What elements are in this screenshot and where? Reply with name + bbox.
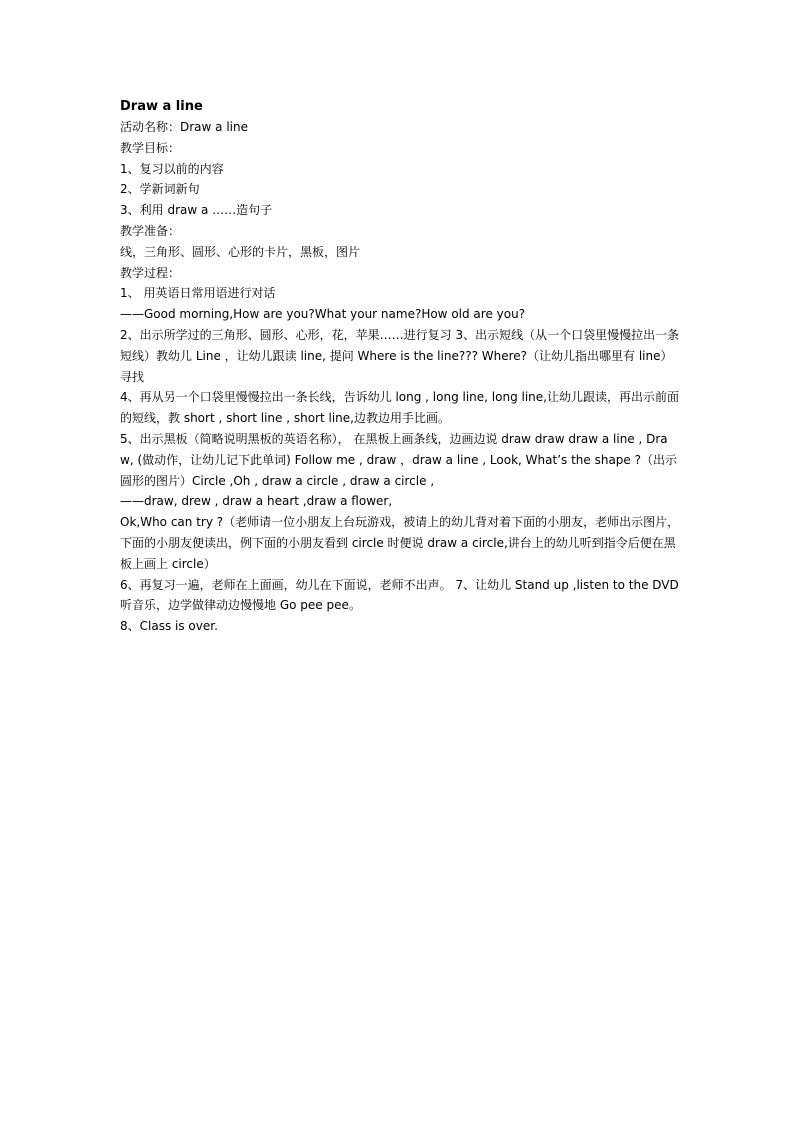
process-step-1: 1、 用英语日常用语进行对话 [120,286,276,301]
process-heading: 教学过程： [120,265,181,280]
process-step-5: 5、出示黑板（简略说明黑板的英语名称）， 在黑板上画条线，边画边说 draw draw draw a line , Draw, (做动作，让幼儿记下此单词) Follow me , draw ，draw a line , Look, What’s the shape ?（出示圆形的图片）Circle ,Oh , draw a circle , draw a circle , [120,431,677,488]
goals-heading: 教学目标： [120,140,181,155]
process-step-8: 8、Class is over. [120,619,218,634]
goal-item-3: 3、利用 draw a ……造句子 [120,203,273,218]
goal-item-1: 1、复习以前的内容 [120,161,224,176]
preparation-text: 线，三角形、圆形、心形的卡片，黑板，图片 [120,244,361,259]
process-step-2-3: 2、出示所学过的三角形、圆形、心形，花，苹果……进行复习 3、出示短线（从一个口袋里慢慢拉出一条短线）教幼儿 Line ，让幼儿跟读 line, 提问 Where is the line??? Where?（让幼儿指出哪里有 line）寻找 [120,327,680,384]
draw-chant-line: ——draw, drew , draw a heart ,draw a flower, [120,494,393,509]
document-page [120,96,680,637]
document-title: Draw a line [120,99,203,114]
process-step-6-7: 6、再复习一遍，老师在上面画，幼儿在下面说，老师不出声。 7、让幼儿 Stand up ,listen to the DVD 听音乐，边学做律动边慢慢地 Go pee pee。 [120,577,679,613]
game-paragraph: Ok,Who can try ?（老师请一位小朋友上台玩游戏，被请上的幼儿背对着下面的小朋友，老师出示图片，下面的小朋友便读出，例下面的小朋友看到 circle 时便说 draw a circle,讲台上的幼儿听到指令后便在黑板上画上 circle） [120,515,680,571]
preparation-heading: 教学准备： [120,223,181,238]
process-step-4: 4、再从另一个口袋里慢慢拉出一条长线，告诉幼儿 long , long line, long line,让幼儿跟读，再出示前面的短线，教 short , short line , short line,边教边用手比画。 [120,390,679,426]
activity-name: 活动名称：Draw a line [120,120,248,134]
dialogue-line: ——Good morning,How are you?What your name?How old are you? [120,307,526,322]
goal-item-2: 2、学新词新句 [120,182,200,197]
